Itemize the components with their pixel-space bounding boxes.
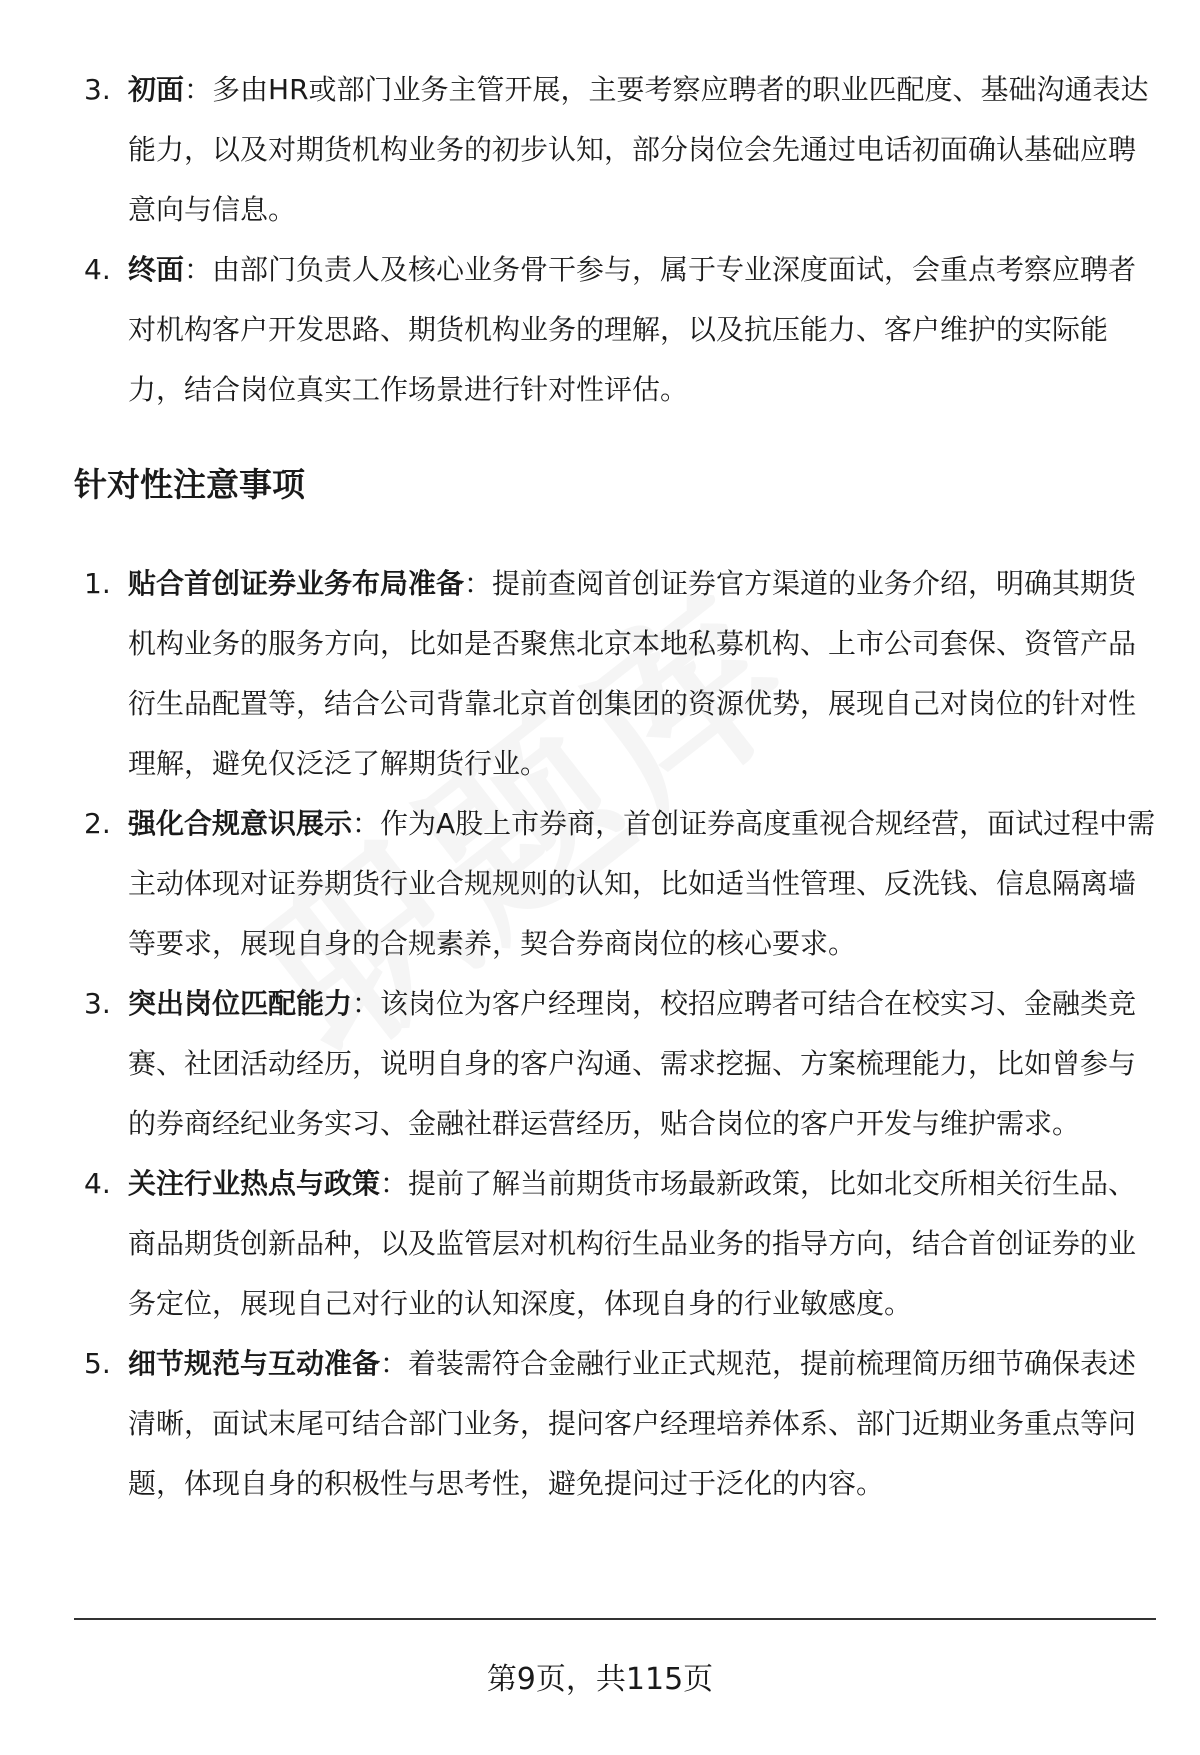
- list-item-term: 关注行业热点与政策: [128, 1167, 381, 1200]
- list-item-text: ：着装需符合金融行业正式规范，提前梳理简历细节确保表述清晰，面试末尾可结合部门业务，提问客户经理培养体系、部门近期业务重点等问题，体现自身的积极性与思考性，避免提问过于泛化的内容。: [128, 1347, 1137, 1500]
- list-item-number: 4.: [84, 1167, 111, 1200]
- notes-list: [0, 554, 1200, 1514]
- list-item: [0, 974, 1200, 1154]
- page-number: 第9页，共115页: [486, 1662, 714, 1697]
- list-item-number: 3.: [84, 73, 111, 106]
- list-item-text: ：作为A股上市券商，首创证券高度重视合规经营，面试过程中需主动体现对证券期货行业合规规则的认知，比如适当性管理、反洗钱、信息隔离墙等要求，展现自身的合规素养，契合券商岗位的核心要求。: [128, 807, 1156, 960]
- list-item-term: 强化合规意识展示: [128, 807, 353, 840]
- list-item-text: ：提前了解当前期货市场最新政策，比如北交所相关衍生品、商品期货创新品种，以及监管层对机构衍生品业务的指导方向，结合首创证券的业务定位，展现自己对行业的认知深度，体现自身的行业敏感度。: [128, 1167, 1137, 1320]
- list-item-number: 5.: [84, 1347, 111, 1380]
- list-item: [0, 240, 1200, 420]
- list-item-text: ：多由HR或部门业务主管开展，主要考察应聘者的职业匹配度、基础沟通表达能力，以及对期货机构业务的初步认知，部分岗位会先通过电话初面确认基础应聘意向与信息。: [128, 73, 1149, 226]
- list-item-number: 4.: [84, 253, 111, 286]
- list-item-term: 细节规范与互动准备: [128, 1347, 381, 1380]
- section-title: 针对性注意事项: [74, 465, 305, 504]
- list-item: [0, 60, 1200, 240]
- list-item: [0, 794, 1200, 974]
- list-item: [0, 554, 1200, 794]
- list-item-text: ：由部门负责人及核心业务骨干参与，属于专业深度面试，会重点考察应聘者对机构客户开发思路、期货机构业务的理解，以及抗压能力、客户维护的实际能力，结合岗位真实工作场景进行针对性评估。: [128, 253, 1137, 406]
- list-item-number: 3.: [84, 987, 111, 1020]
- list-item: [0, 1334, 1200, 1514]
- interview-steps-list: [0, 60, 1200, 420]
- list-item: [0, 1154, 1200, 1334]
- list-item-term: 贴合首创证券业务布局准备: [128, 567, 465, 600]
- list-item-term: 突出岗位匹配能力: [128, 987, 353, 1020]
- list-item-term: 初面: [128, 73, 185, 106]
- list-item-number: 1.: [84, 567, 111, 600]
- list-item-text: ：提前查阅首创证券官方渠道的业务介绍，明确其期货机构业务的服务方向，比如是否聚焦北京本地私募机构、上市公司套保、资管产品衍生品配置等，结合公司背靠北京首创集团的资源优势，展现自己对岗位的针对性理解，避免仅泛泛了解期货行业。: [128, 567, 1137, 780]
- list-item-text: ：该岗位为客户经理岗，校招应聘者可结合在校实习、金融类竞赛、社团活动经历，说明自身的客户沟通、需求挖掘、方案梳理能力，比如曾参与的券商经纪业务实习、金融社群运营经历，贴合岗位的客户开发与维护需求。: [128, 987, 1137, 1140]
- footer-divider: [74, 1618, 1156, 1620]
- list-item-number: 2.: [84, 807, 111, 840]
- list-item-term: 终面: [128, 253, 185, 286]
